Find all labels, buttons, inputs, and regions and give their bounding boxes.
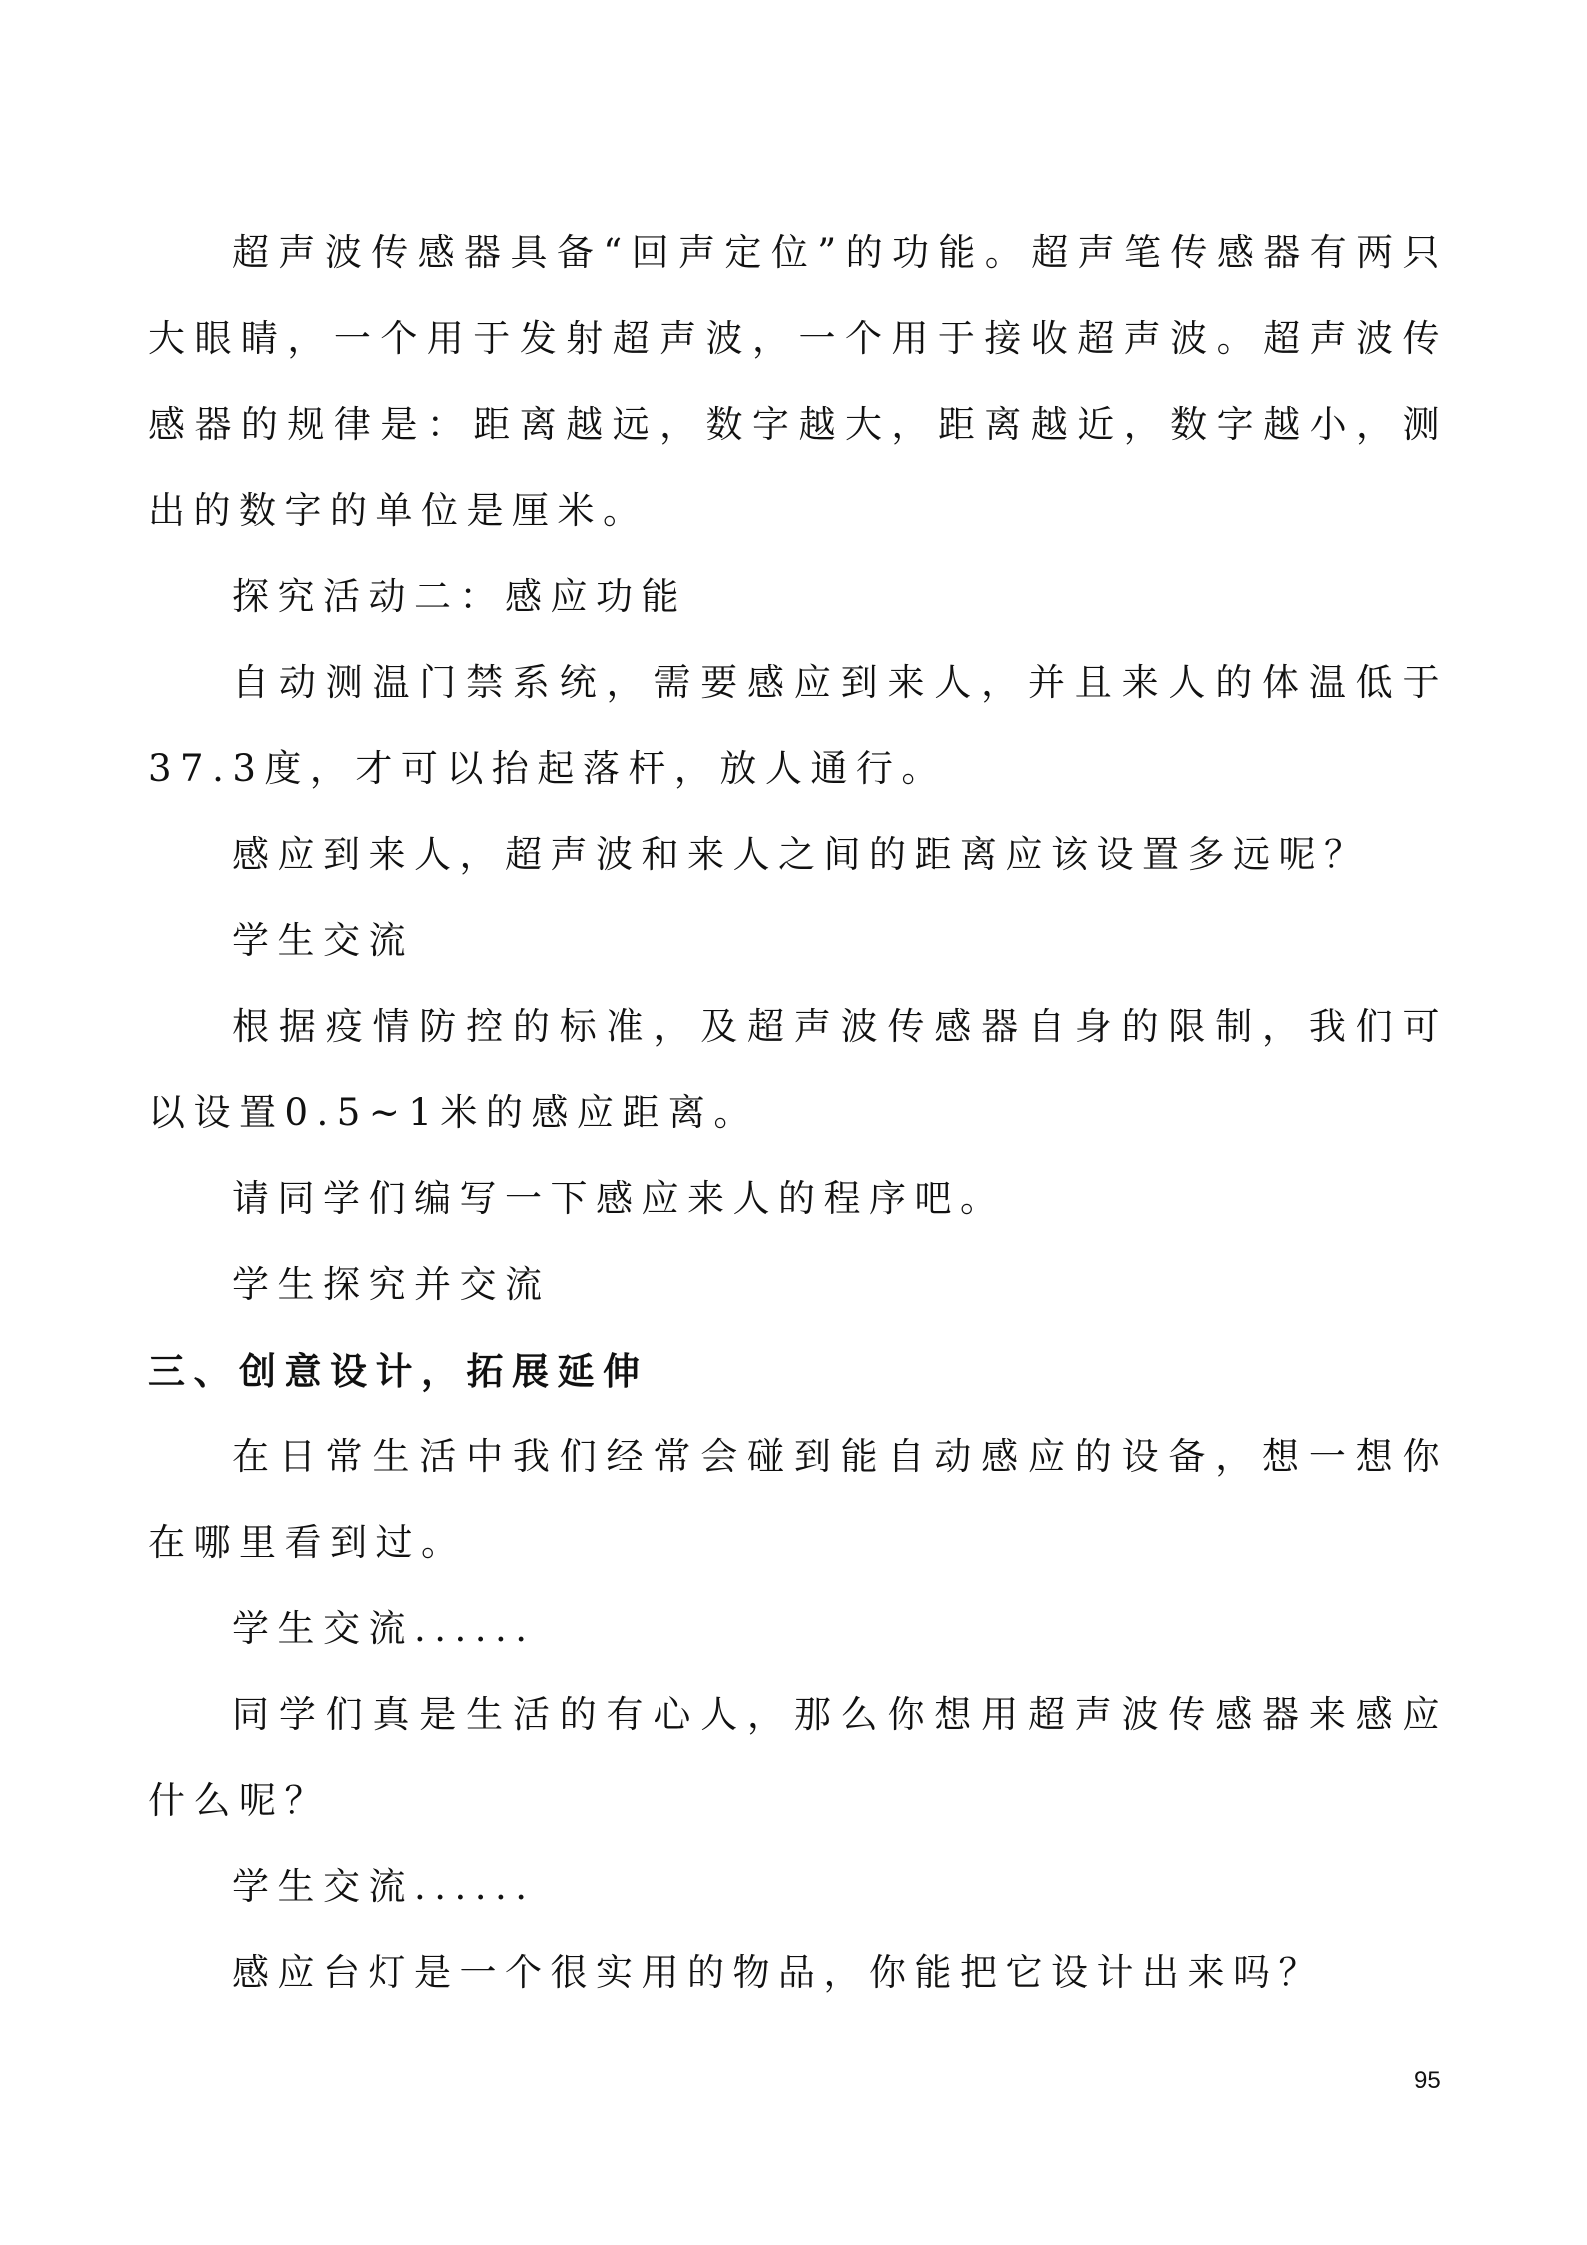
section-three-heading: 三、创意设计，拓展延伸	[148, 1349, 649, 1393]
paragraph-student-discussion-2: 学生交流......	[232, 1607, 536, 1650]
paragraph-distance-question: 感应到来人，超声波和来人之间的距离应该设置多远呢？	[232, 833, 1370, 876]
paragraph-daily-devices: 在日常生活中我们经常会碰到能自动感应的设备，想一想你在哪里看到过。	[148, 1435, 1448, 1564]
activity-two-title: 探究活动二：感应功能	[232, 575, 687, 618]
paragraph-program-task: 请同学们编写一下感应来人的程序吧。	[232, 1177, 1006, 1220]
paragraph-temperature-gate: 自动测温门禁系统，需要感应到来人，并且来人的体温低于37.3度，才可以抬起落杆，放人通行。	[148, 661, 1448, 790]
paragraph-student-explore: 学生探究并交流	[232, 1263, 551, 1306]
paragraph-student-discussion-1: 学生交流	[232, 919, 414, 962]
paragraph-sensor-use-question: 同学们真是生活的有心人，那么你想用超声波传感器来感应什么呢？	[148, 1693, 1448, 1822]
paragraph-ultrasonic-intro: 超声波传感器具备“回声定位”的功能。超声笔传感器有两只大眼睛，一个用于发射超声波，一个用于接收超声波。超声波传感器的规律是：距离越远，数字越大，距离越近，数字越小，测出的数字的单位是厘米。	[148, 231, 1448, 532]
paragraph-lamp-design: 感应台灯是一个很实用的物品，你能把它设计出来吗？	[232, 1951, 1324, 1994]
paragraph-student-discussion-3: 学生交流......	[232, 1865, 536, 1908]
document-body	[148, 210, 1448, 2016]
paragraph-distance-setting: 根据疫情防控的标准，及超声波传感器自身的限制，我们可以设置0.5~1米的感应距离。	[148, 1005, 1448, 1134]
page-number: 95	[1414, 2067, 1441, 2094]
